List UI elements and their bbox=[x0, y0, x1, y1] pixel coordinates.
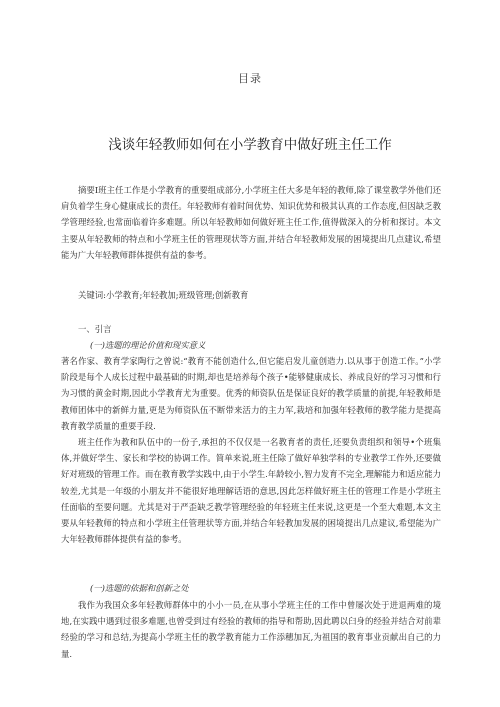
toc-heading: 目录 bbox=[238, 72, 262, 85]
keywords-line: 关键词:小学教育;年轻教加;班级管理;创新教育 bbox=[78, 290, 249, 300]
body-paragraph-1: 著名作家、教育学家陶行之曾说:“教育不能创造什么,但它能启发儿童创造力.以从事于创造工作。”小学阶段是每个人成长过程中最基础的时期,却也是培养每个孩子•能够健康成长、养成良好的学习习惯和行为习惯的黄金时期,因此小学教育尤为重要。优秀的师资队伍是保证良好的教学质量的前提,年轻教师是教师团体中的新鲜力量,更是为师资队伍不断带来活力的主力军,栽培和加强年轻教师的教学能力是提高教育教学质量的重要手段. bbox=[61, 356, 441, 431]
subsection-heading-significance: (一)选题的理论价值和现实意义 bbox=[90, 340, 206, 350]
abstract-paragraph: 摘要I班主任工作是小学教育的重要组成部分,小学班主任大多是年轻的教师,除了课堂教学外他们还肩负着学生身心健康成长的责任。年轻教师有着时间优势、知识优势和极其认真的工作态度,但因缺乏教学管理经验,也常面临着许多难题。所以年轻教师如何做好班主任工作,值得做深入的分析和探讨。本文主要从年轻教师的特点和小学班主任的管理现状等方面,并结合年轻教师发展的困境提出几点建议,希望能为广大年轻教师群体提供有益的参考。 bbox=[61, 185, 441, 260]
body-paragraph-3: 我作为我国众多年轻教师群体中的小小一员,在从事小学班主任的工作中曾屡次处于进退两难的境地,在实践中遇到过很多难题,也曾受到过有经验的教师的指导和帮助,因此聘以臼身的经验并结合对前辈经验的学习和总结,为提高小学班主任的教学教育能力工作添穗加瓦,为祖国的教育事业贡献出自己的力量. bbox=[61, 600, 441, 659]
body-paragraph-2: 班主任作为教和队伍中的一份子,承担的不仅仅是一名教育者的责任,还要负责组织和领导•个班集体,并做好学生、家长和学校的协调工作。简单来说,班主任除了做好单独学科的专业教学工作外,还要做好对班级的管理工作。而在教育教学实践中,由于小学生.年龄较小,智力发育不完全,理解能力和适应能力较差,尤其是一年级的小朋友并不能很好地理解话语的意思,因此怎样做好班主任的管理工作是小学班主任面临的至要问题。尤其是对于严歪缺乏教学管理经验的年轻班主任来说,这更是一个至大难题,本文主要从年轻教师的特点和小学班主任管理状等方面,并结合年轻教加发展的困境提出几点建议,希望能为广大年轻教师群体提供有益的参考。 bbox=[61, 437, 441, 545]
section-heading-introduction: 一、引言 bbox=[78, 324, 112, 334]
document-title: 浅谈年轻教师如何在小学教育中做好班主任工作 bbox=[108, 137, 392, 153]
subsection-heading-basis: (一)选题的依据和创新之处 bbox=[90, 583, 189, 593]
